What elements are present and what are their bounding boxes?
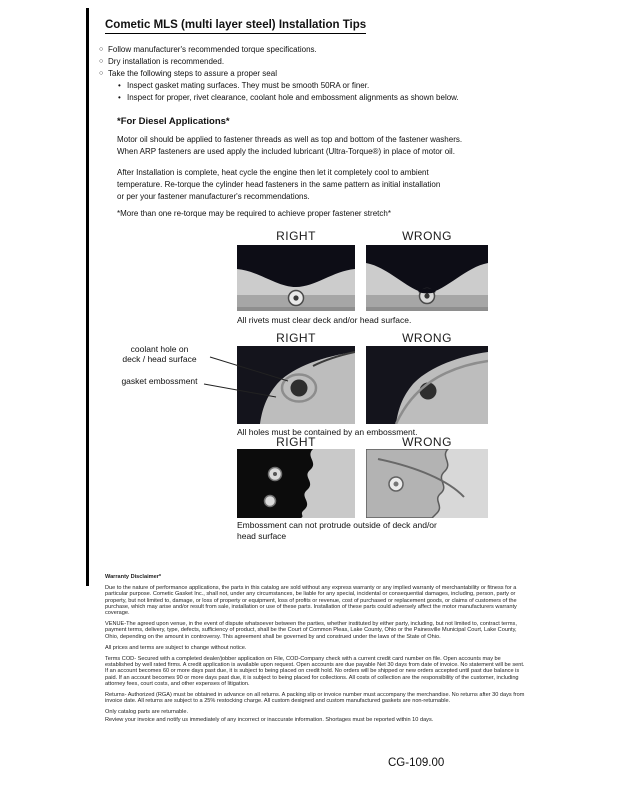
tip-text: Dry installation is recommended. — [108, 57, 225, 66]
open-bullet-icon: ○ — [99, 70, 104, 77]
embossment-protruding-wrong-panel — [366, 449, 488, 518]
dot-bullet-icon: • — [118, 81, 121, 90]
installation-tips-list — [99, 44, 459, 104]
dot-bullet-icon: • — [118, 93, 121, 102]
coolant-hole-label-line2: deck / head surface — [122, 354, 197, 364]
embossment-inside-right-panel — [237, 449, 355, 518]
rivet-clear-right-illustration — [237, 245, 355, 311]
rivet-touching-wrong-panel — [366, 245, 488, 311]
tip-item — [99, 56, 459, 68]
open-bullet-icon: ○ — [99, 58, 104, 65]
wrong-column-header: WRONG — [402, 435, 452, 449]
warranty-paragraph: Terms COD- Secured with a completed dealer/jobber application on File, COD-Company check with a current credit card number on file. Open accounts may be established by well rated firms. A credit application is available upon request. Open accounts are due payable Net 30 days from date of invoice. No statement will be sent. If an account becomes 60 or more days past due, it is subject to being placed on credit hold. No orders will be shipped or new orders accepted until past due balance is paid. If an account becomes 90 or more days past due, it is subject to being placed for collections. All costs of collection are the responsibility of the customer, including attorney fees, court costs, and other expenses of litigation. — [105, 656, 525, 687]
hole-contained-right-panel — [237, 346, 355, 424]
hole-cut-wrong-illustration — [366, 346, 488, 424]
diesel-paragraph-2 — [117, 167, 440, 203]
tip-item — [99, 68, 459, 80]
text-line: temperature. Re-torque the cylinder head fasteners in the same pattern as initial installation — [117, 180, 441, 189]
coolant-hole-label-line1: coolant hole on — [130, 344, 189, 354]
rivet-clear-right-panel — [237, 245, 355, 311]
wrong-column-header: WRONG — [402, 229, 452, 243]
sub-tip-text: Inspect gasket mating surfaces. They must be smooth 50RA or finer. — [127, 81, 370, 90]
retorque-note: *More than one re-torque may be required to achieve proper fastener stretch* — [117, 209, 391, 218]
diagram-caption-rivets: All rivets must clear deck and/or head surface. — [237, 315, 412, 325]
coolant-hole-label — [112, 344, 207, 364]
right-column-header: RIGHT — [276, 435, 316, 449]
warranty-heading: Warranty Disclaimer* — [105, 574, 162, 580]
diesel-applications-heading: *For Diesel Applications* — [117, 116, 230, 127]
hole-cut-wrong-panel — [366, 346, 488, 424]
text-line: or per your fastener manufacturer's recommendations. — [117, 192, 310, 201]
page-code: CG-109.00 — [388, 757, 445, 769]
diagram-caption-holes: All holes must be contained by an embossment. — [237, 427, 418, 437]
text-line: Motor oil should be applied to fastener threads as well as top and bottom of the fastener washers. — [117, 135, 463, 144]
rivet-touching-wrong-illustration — [366, 245, 488, 311]
embossment-inside-right-illustration — [237, 449, 355, 518]
embossment-protruding-wrong-illustration — [366, 449, 488, 518]
warranty-paragraph: Returns- Authorized (RGA) must be obtained in advance on all returns. A packing slip or invoice number must accompany the merchandise. No returns after 30 days from invoice date. All returns are subject to a 25% restocking charge. All custom designed and custom manufactured gaskets are non-returnable. — [105, 692, 525, 705]
sub-tip-text: Inspect for proper, rivet clearance, coolant hole and embossment alignments as shown below. — [127, 93, 459, 102]
warranty-paragraph: Review your invoice and notify us immediately of any incorrect or inaccurate information. Shortages must be reported within 10 days. — [105, 716, 434, 723]
sub-tip-item — [118, 80, 459, 92]
tip-text: Follow manufacturer's recommended torque specifications. — [108, 45, 317, 54]
warranty-paragraph: Only catalog parts are returnable. — [105, 709, 189, 716]
tip-item — [99, 44, 459, 56]
open-bullet-icon: ○ — [99, 46, 104, 53]
text-line: When ARP fasteners are used apply the included lubricant (Ultra-Torque®) in place of motor oil. — [117, 147, 455, 156]
diagram-caption-embossment: Embossment can not protrude outside of deck and/or head surface — [237, 520, 437, 541]
tip-text: Take the following steps to assure a proper seal — [108, 69, 277, 78]
warranty-paragraph: VENUE-The agreed upon venue, in the event of dispute whatsoever between the parties, whether instituted by either party, including, but not limited to, contract terms, payment terms, delivery, type, defects, sufficiency of product, shall be the Court of Common Pleas, Lake County, Ohio or the Painesville Municipal Court, Lake County, Ohio, depending on the amount in controversy. This agreement shall be governed by and construed under the laws of the State of Ohio. — [105, 621, 517, 640]
text-line: After Installation is complete, heat cycle the engine then let it completely cool to ambient — [117, 168, 429, 177]
warranty-disclaimer-section — [105, 574, 529, 728]
right-column-header: RIGHT — [276, 331, 316, 345]
page-left-border — [86, 8, 89, 586]
sub-tip-item — [118, 92, 459, 104]
right-column-header: RIGHT — [276, 229, 316, 243]
page-title — [105, 19, 366, 34]
gasket-embossment-label: gasket embossment — [121, 376, 198, 386]
page-title-text: Cometic MLS (multi layer steel) Installation Tips — [105, 19, 366, 34]
warranty-paragraph: All prices and terms are subject to change without notice. — [105, 644, 247, 651]
hole-contained-right-illustration — [237, 346, 355, 424]
diesel-paragraph-1 — [117, 134, 462, 158]
warranty-paragraph: Due to the nature of performance applications, the parts in this catalog are sold without any express warranty or any implied warranty of merchantability or fitness for a particular purpose. Cometic Gasket Inc., shall not, under any circumstances, be liable for any special, incidental or consequential damages, including, person, party or property, but not limited to, damage, or loss of property or equipment, loss of profits or revenue, cost of purchased or replacement goods, or claims of customers of the purchase, which may arise and/or result from sale, installation or use of these parts. Installation of these parts could adversely affect the motor manufacturers warranty coverage. — [105, 585, 517, 617]
wrong-column-header: WRONG — [402, 331, 452, 345]
